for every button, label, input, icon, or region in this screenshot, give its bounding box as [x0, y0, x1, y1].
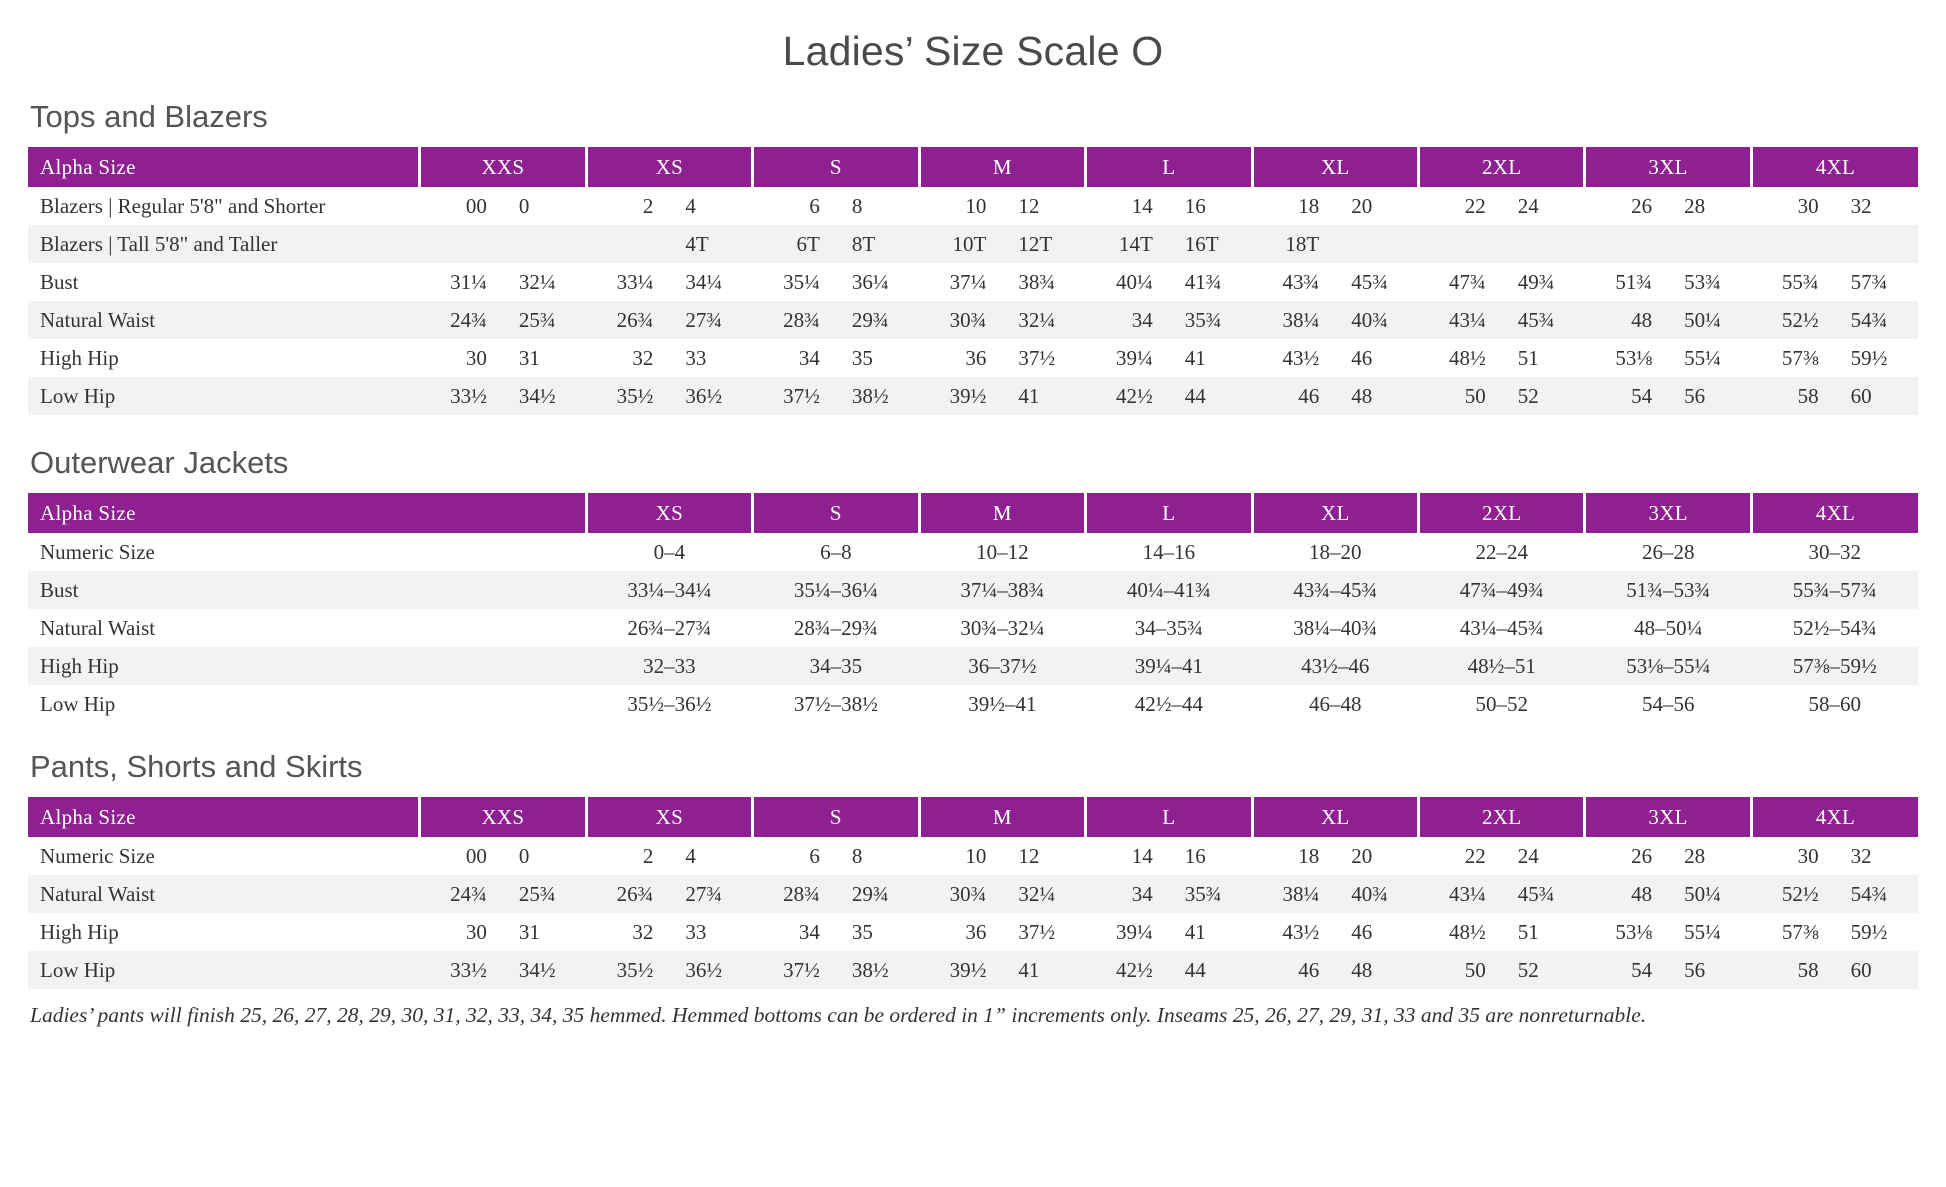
- cell: 38¼–40¾: [1293, 615, 1378, 640]
- cell: 58: [1797, 957, 1819, 982]
- cell: 37½: [783, 957, 820, 982]
- cell: [586, 225, 669, 263]
- table-tops-and-blazers: [28, 147, 1918, 415]
- cell: [1585, 225, 1668, 263]
- cell: 6: [809, 193, 820, 218]
- cell: 55¼: [1684, 345, 1721, 370]
- row-label: Numeric Size: [40, 539, 155, 564]
- cell: 30: [1797, 193, 1819, 218]
- cell: 34: [798, 919, 820, 944]
- cell: 2: [642, 843, 654, 868]
- cell: 00: [465, 843, 487, 868]
- table-row: [28, 377, 1918, 415]
- row-label: Blazers | Regular 5'8" and Shorter: [40, 193, 326, 218]
- header-alpha-size: Alpha Size: [28, 493, 586, 533]
- cell: 39¼–41: [1134, 653, 1203, 678]
- cell: 47¾: [1448, 269, 1486, 294]
- cell: 45¾: [1351, 269, 1388, 294]
- cell: 37½: [783, 383, 820, 408]
- header-4xl: 4XL: [1751, 147, 1918, 187]
- cell: 41: [1184, 345, 1206, 370]
- cell: 48½–51: [1467, 653, 1536, 678]
- cell: 34: [1131, 307, 1153, 332]
- cell: 34: [798, 345, 820, 370]
- cell: 32: [632, 345, 654, 370]
- header-xl: XL: [1252, 147, 1418, 187]
- cell: 24: [1517, 843, 1539, 868]
- row-label: Blazers | Tall 5'8" and Taller: [40, 231, 278, 256]
- cell: 53¾: [1684, 269, 1721, 294]
- cell: 52½: [1781, 881, 1819, 906]
- cell: 43¼–45¾: [1459, 615, 1544, 640]
- cell: 42½: [1116, 383, 1153, 408]
- cell: 28¾: [783, 307, 820, 332]
- table-row: [28, 225, 1918, 263]
- cell: 16: [1184, 843, 1206, 868]
- cell: 26: [1631, 843, 1653, 868]
- cell: 48–50¼: [1634, 615, 1703, 640]
- cell: 57¾: [1850, 269, 1888, 294]
- cell: 34¼: [685, 269, 723, 294]
- cell: 48½: [1448, 919, 1486, 944]
- table-pants-shorts-skirts: [28, 797, 1918, 989]
- cell: 35: [851, 345, 873, 370]
- table-row: [28, 187, 1918, 225]
- cell: 43½–46: [1301, 653, 1370, 678]
- cell: 8T: [851, 231, 876, 256]
- table-row: [28, 533, 1918, 571]
- cell: [1751, 225, 1834, 263]
- cell: 54¾: [1850, 881, 1888, 906]
- cell: 32: [1850, 193, 1872, 218]
- cell: 30¾: [949, 881, 987, 906]
- row-label: Natural Waist: [40, 881, 156, 906]
- cell: 24¾: [450, 881, 487, 906]
- cell: 31¼: [450, 269, 487, 294]
- cell: 12: [1018, 843, 1040, 868]
- cell: 40¾: [1351, 881, 1388, 906]
- cell: 30: [465, 345, 487, 370]
- cell: [1835, 225, 1918, 263]
- cell: 34½: [518, 957, 556, 982]
- cell: 32¼: [1018, 307, 1056, 332]
- footnote-text: Ladies’ pants will finish 25, 26, 27, 28, 29, 30, 31, 32, 33, 34, 35 hemmed. Hemmed bottoms can be ordered in 1” increments only. Inseams 25, 26, 27, 29, 31, 33 and 35 are nonreturnable.: [30, 1003, 1647, 1027]
- cell: 50: [1464, 383, 1486, 408]
- cell: 35¾: [1184, 881, 1222, 906]
- cell: 31: [518, 919, 540, 944]
- table-outerwear-jackets: [28, 493, 1918, 723]
- row-label: High Hip: [40, 653, 119, 678]
- cell: 31: [518, 345, 540, 370]
- cell: 32: [632, 919, 654, 944]
- cell: 43¾: [1282, 269, 1320, 294]
- cell: 45¾: [1517, 307, 1555, 332]
- cell: 36–37½: [968, 653, 1037, 678]
- cell: 42½–44: [1134, 691, 1203, 716]
- cell: 39½: [949, 957, 987, 982]
- cell: 30: [465, 919, 487, 944]
- cell: 18: [1298, 193, 1320, 218]
- cell: 32: [1850, 843, 1872, 868]
- cell: 55¼: [1684, 919, 1721, 944]
- cell: 57⅜: [1781, 919, 1819, 944]
- cell: 0: [518, 193, 530, 218]
- cell: 50¼: [1684, 307, 1721, 332]
- cell: 58: [1797, 383, 1819, 408]
- row-label: High Hip: [40, 345, 119, 370]
- table-row: [28, 685, 1918, 723]
- cell: 51: [1517, 919, 1539, 944]
- table-row: [28, 263, 1918, 301]
- cell: 37¼: [949, 269, 987, 294]
- header-xs: XS: [586, 147, 752, 187]
- cell: 43¼: [1448, 881, 1486, 906]
- cell: 34½: [518, 383, 556, 408]
- cell: 8: [851, 843, 863, 868]
- header-alpha-size: Alpha Size: [28, 797, 420, 837]
- cell: 41: [1018, 383, 1040, 408]
- cell: 32¼: [1018, 881, 1056, 906]
- cell: 48: [1351, 957, 1373, 982]
- cell: 38½: [851, 383, 889, 408]
- header-l: L: [1086, 797, 1252, 837]
- row-label: High Hip: [40, 919, 119, 944]
- cell: 28: [1684, 193, 1706, 218]
- cell: 52½: [1781, 307, 1819, 332]
- row-label: Natural Waist: [40, 615, 156, 640]
- cell: 20: [1351, 843, 1373, 868]
- cell: 57⅜: [1781, 345, 1819, 370]
- table-row: [28, 609, 1918, 647]
- cell: 26: [1631, 193, 1653, 218]
- section-heading-outerwear-jackets: Outerwear Jackets: [30, 445, 289, 480]
- cell: 46–48: [1309, 691, 1362, 716]
- cell: 54: [1631, 383, 1653, 408]
- cell: 38¼: [1282, 307, 1320, 332]
- cell: 56: [1684, 957, 1706, 982]
- cell: 52½–54¾: [1792, 615, 1877, 640]
- header-xl: XL: [1252, 797, 1418, 837]
- cell: 35½: [616, 383, 654, 408]
- cell: 53⅛: [1615, 919, 1653, 944]
- header-xxs: XXS: [420, 797, 586, 837]
- cell: 27¾: [685, 881, 723, 906]
- cell: 54¾: [1850, 307, 1888, 332]
- cell: 40¾: [1351, 307, 1388, 332]
- cell: 48½: [1448, 345, 1486, 370]
- cell: 51: [1517, 345, 1539, 370]
- cell: 16T: [1184, 231, 1219, 256]
- cell: 33½: [450, 383, 487, 408]
- cell: 57⅜–59½: [1792, 653, 1877, 678]
- cell: 34: [1131, 881, 1153, 906]
- cell: 4T: [685, 231, 709, 256]
- cell: 33¼: [616, 269, 654, 294]
- header-3xl: 3XL: [1585, 147, 1751, 187]
- cell: 52: [1517, 957, 1539, 982]
- cell: 25¾: [518, 307, 556, 332]
- cell: 38½: [851, 957, 889, 982]
- table-row: [28, 837, 1918, 875]
- cell: 44: [1184, 383, 1206, 408]
- section-spacer: [28, 723, 1918, 749]
- cell: 39½–41: [968, 691, 1037, 716]
- cell: 14: [1131, 193, 1153, 218]
- table-row: [28, 875, 1918, 913]
- table-row: [28, 647, 1918, 685]
- cell: 53⅛: [1615, 345, 1653, 370]
- cell: 52: [1517, 383, 1539, 408]
- cell: 42½: [1116, 957, 1153, 982]
- header-alpha-size: Alpha Size: [28, 147, 420, 187]
- cell: 43¼: [1448, 307, 1486, 332]
- header-l: L: [1086, 147, 1252, 187]
- cell: 40¼–41¾: [1126, 577, 1211, 602]
- header-s: S: [753, 797, 919, 837]
- cell: 36: [965, 345, 987, 370]
- cell: 49¾: [1517, 269, 1555, 294]
- cell: 6T: [796, 231, 820, 256]
- cell: 22: [1464, 843, 1486, 868]
- cell: 41: [1018, 957, 1040, 982]
- cell: 33¼–34¼: [627, 577, 712, 602]
- cell: [420, 225, 503, 263]
- table-header-row: [28, 797, 1918, 837]
- cell: 37½: [1018, 345, 1056, 370]
- cell: 27¾: [685, 307, 723, 332]
- cell: 12: [1018, 193, 1040, 218]
- cell: 46: [1351, 919, 1373, 944]
- table-row: [28, 913, 1918, 951]
- cell: 32¼: [518, 269, 556, 294]
- cell: 47¾–49¾: [1459, 577, 1544, 602]
- cell: 35: [851, 919, 873, 944]
- cell: 58–60: [1808, 691, 1861, 716]
- row-label: Natural Waist: [40, 307, 156, 332]
- cell: [503, 225, 586, 263]
- header-xxs: XXS: [420, 147, 586, 187]
- cell: 38¼: [1282, 881, 1320, 906]
- cell: [1502, 225, 1585, 263]
- cell: 33: [685, 919, 707, 944]
- cell: 28¾: [783, 881, 820, 906]
- cell: 35½: [616, 957, 654, 982]
- cell: 14–16: [1142, 539, 1196, 564]
- header-xs: XS: [586, 797, 752, 837]
- cell: 4: [685, 193, 696, 218]
- cell: 54–56: [1641, 691, 1695, 716]
- cell: 10: [965, 193, 987, 218]
- cell: 30¾–32¼: [960, 615, 1045, 640]
- cell: 50¼: [1684, 881, 1721, 906]
- cell: 00: [465, 193, 487, 218]
- cell: 59½: [1850, 345, 1888, 370]
- cell: 46: [1351, 345, 1373, 370]
- cell: 20: [1351, 193, 1373, 218]
- cell: 12T: [1018, 231, 1053, 256]
- row-label: Low Hip: [40, 957, 116, 982]
- header-2xl: 2XL: [1418, 797, 1584, 837]
- cell: 28: [1684, 843, 1706, 868]
- cell: 36¼: [851, 269, 889, 294]
- cell: 41: [1184, 919, 1206, 944]
- cell: 35¼–36¼: [793, 577, 878, 602]
- cell: 26¾: [616, 881, 654, 906]
- cell: 18T: [1285, 231, 1320, 256]
- header-m: M: [919, 797, 1085, 837]
- section-spacer: [28, 415, 1918, 445]
- header-xs: XS: [586, 493, 752, 533]
- cell: [1335, 225, 1418, 263]
- cell: 10: [965, 843, 987, 868]
- cell: 60: [1850, 957, 1872, 982]
- section-heading-tops-and-blazers: Tops and Blazers: [30, 99, 268, 134]
- cell: 26¾–27¾: [627, 615, 712, 640]
- header-4xl: 4XL: [1751, 797, 1918, 837]
- cell: 48: [1351, 383, 1373, 408]
- cell: 8: [851, 193, 863, 218]
- cell: 6–8: [820, 539, 852, 564]
- cell: 34–35: [809, 653, 863, 678]
- cell: 44: [1184, 957, 1206, 982]
- table-row: [28, 951, 1918, 989]
- cell: 55¾: [1781, 269, 1819, 294]
- cell: 37½–38½: [793, 691, 878, 716]
- cell: 14: [1131, 843, 1153, 868]
- cell: 43½: [1282, 345, 1320, 370]
- row-label: Bust: [40, 577, 79, 602]
- table-row: [28, 339, 1918, 377]
- cell: 46: [1298, 957, 1320, 982]
- table-header-row: [28, 493, 1918, 533]
- cell: 39¼: [1116, 345, 1153, 370]
- row-label: Bust: [40, 269, 79, 294]
- table-row: [28, 301, 1918, 339]
- cell: 10T: [952, 231, 987, 256]
- cell: 53⅛–55¼: [1626, 653, 1711, 678]
- header-l: L: [1086, 493, 1252, 533]
- cell: 36½: [685, 957, 723, 982]
- cell: 43¾–45¾: [1293, 577, 1378, 602]
- header-4xl: 4XL: [1751, 493, 1918, 533]
- section-heading-pants-shorts-and-skirts: Pants, Shorts and Skirts: [30, 749, 363, 784]
- cell: 24¾: [450, 307, 487, 332]
- cell: 45¾: [1517, 881, 1555, 906]
- cell: 0–4: [653, 539, 686, 564]
- cell: 30¾: [949, 307, 987, 332]
- header-m: M: [919, 493, 1085, 533]
- cell: 51¾: [1615, 269, 1653, 294]
- header-m: M: [919, 147, 1085, 187]
- cell: 35¼: [783, 269, 820, 294]
- cell: 60: [1850, 383, 1872, 408]
- cell: 38¾: [1018, 269, 1056, 294]
- cell: 34–35¾: [1134, 615, 1203, 640]
- cell: [1668, 225, 1751, 263]
- cell: 26¾: [616, 307, 654, 332]
- cell: 29¾: [851, 881, 889, 906]
- table-header-row: [28, 147, 1918, 187]
- cell: 36: [965, 919, 987, 944]
- cell: 50–52: [1475, 691, 1528, 716]
- cell: 41¾: [1184, 269, 1222, 294]
- cell: 51¾–53¾: [1626, 577, 1711, 602]
- cell: 2: [642, 193, 654, 218]
- cell: 39¼: [1116, 919, 1153, 944]
- cell: 24: [1517, 193, 1539, 218]
- cell: 59½: [1850, 919, 1888, 944]
- cell: 33: [685, 345, 707, 370]
- page-title: Ladies’ Size Scale O: [782, 28, 1164, 74]
- cell: 30: [1797, 843, 1819, 868]
- cell: 40¼: [1116, 269, 1153, 294]
- cell: 0: [518, 843, 530, 868]
- cell: 37¼–38¾: [960, 577, 1045, 602]
- cell: 39½: [949, 383, 987, 408]
- cell: 54: [1631, 957, 1653, 982]
- cell: 35½–36½: [627, 691, 712, 716]
- cell: 18–20: [1309, 539, 1362, 564]
- header-xl: XL: [1252, 493, 1418, 533]
- cell: 28¾–29¾: [793, 615, 878, 640]
- cell: 33½: [450, 957, 487, 982]
- cell: 43½: [1282, 919, 1320, 944]
- cell: 4: [685, 843, 696, 868]
- row-label: Numeric Size: [40, 843, 155, 868]
- row-label: Low Hip: [40, 691, 116, 716]
- cell: [1418, 225, 1501, 263]
- cell: 56: [1684, 383, 1706, 408]
- cell: 48: [1631, 307, 1653, 332]
- cell: 30–32: [1808, 539, 1861, 564]
- header-3xl: 3XL: [1585, 493, 1751, 533]
- cell: 37½: [1018, 919, 1056, 944]
- cell: 55¾–57¾: [1792, 577, 1877, 602]
- row-label: Low Hip: [40, 383, 116, 408]
- cell: 25¾: [518, 881, 556, 906]
- header-s: S: [753, 147, 919, 187]
- cell: 10–12: [976, 539, 1029, 564]
- cell: 36½: [685, 383, 723, 408]
- cell: 16: [1184, 193, 1206, 218]
- cell: 26–28: [1641, 539, 1695, 564]
- cell: 35¾: [1184, 307, 1222, 332]
- cell: 14T: [1118, 231, 1153, 256]
- cell: 6: [809, 843, 820, 868]
- header-2xl: 2XL: [1419, 493, 1585, 533]
- table-row: [28, 571, 1918, 609]
- cell: 46: [1298, 383, 1320, 408]
- header-s: S: [753, 493, 919, 533]
- cell: 50: [1464, 957, 1486, 982]
- cell: 18: [1298, 843, 1320, 868]
- header-3xl: 3XL: [1585, 797, 1751, 837]
- cell: 29¾: [851, 307, 889, 332]
- cell: 32–33: [643, 653, 696, 678]
- cell: 22–24: [1475, 539, 1528, 564]
- header-2xl: 2XL: [1418, 147, 1584, 187]
- cell: 22: [1464, 193, 1486, 218]
- cell: 48: [1631, 881, 1653, 906]
